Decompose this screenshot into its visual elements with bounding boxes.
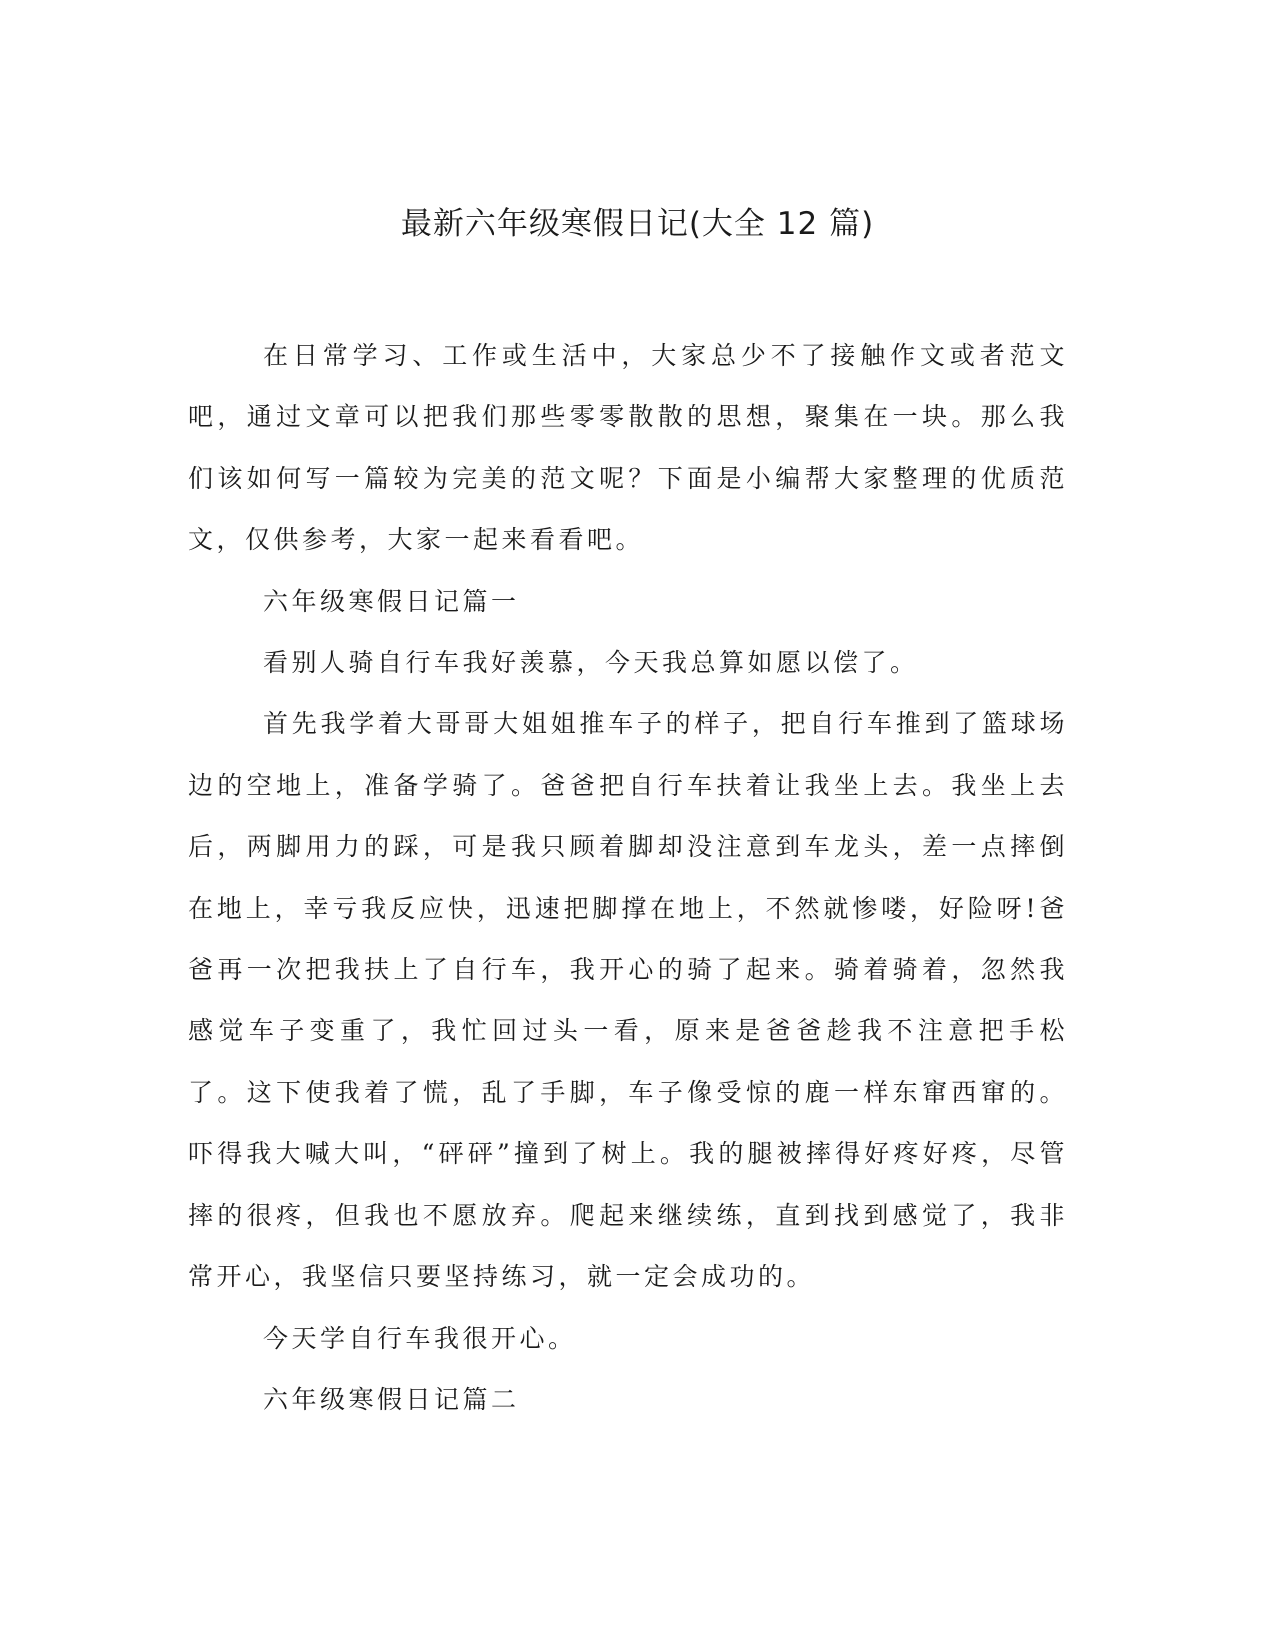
- body-paragraph: 首先我学着大哥哥大姐姐推车子的样子，把自行车推到了篮球场边的空地上，准备学骑了。爸爸把自行车扶着让我坐上去。我坐上去后，两脚用力的踩，可是我只顾着脚却没注意到车龙头，差一点摔倒在地上，幸亏我反应快，迅速把脚撑在地上，不然就惨喽，好险呀!爸爸再一次把我扶上了自行车，我开心的骑了起来。骑着骑着，忽然我感觉车子变重了，我忙回过头一看，原来是爸爸趁我不注意把手松了。这下使我着了慌，乱了手脚，车子像受惊的鹿一样东窜西窜的。吓得我大喊大叫，“砰砰”撞到了树上。我的腿被摔得好疼好疼，尽管摔的很疼，但我也不愿放弃。爬起来继续练，直到找到感觉了，我非常开心，我坚信只要坚持练习，就一定会成功的。: [188, 709, 1068, 1292]
- document-body: [188, 325, 1068, 1430]
- section-heading-1: 六年级寒假日记篇一: [263, 586, 520, 616]
- body-paragraph: 看别人骑自行车我好羡慕，今天我总算如愿以偿了。: [263, 648, 919, 678]
- section-heading-2: 六年级寒假日记篇二: [263, 1384, 520, 1414]
- document-title: 最新六年级寒假日记(大全 12 篇): [400, 206, 875, 242]
- body-paragraph: 今天学自行车我很开心。: [263, 1323, 577, 1353]
- intro-paragraph: 在日常学习、工作或生活中，大家总少不了接触作文或者范文吧，通过文章可以把我们那些零零散散的思想，聚集在一块。那么我们该如何写一篇较为完美的范文呢？下面是小编帮大家整理的优质范文，仅供参考，大家一起来看看吧。: [188, 341, 1068, 555]
